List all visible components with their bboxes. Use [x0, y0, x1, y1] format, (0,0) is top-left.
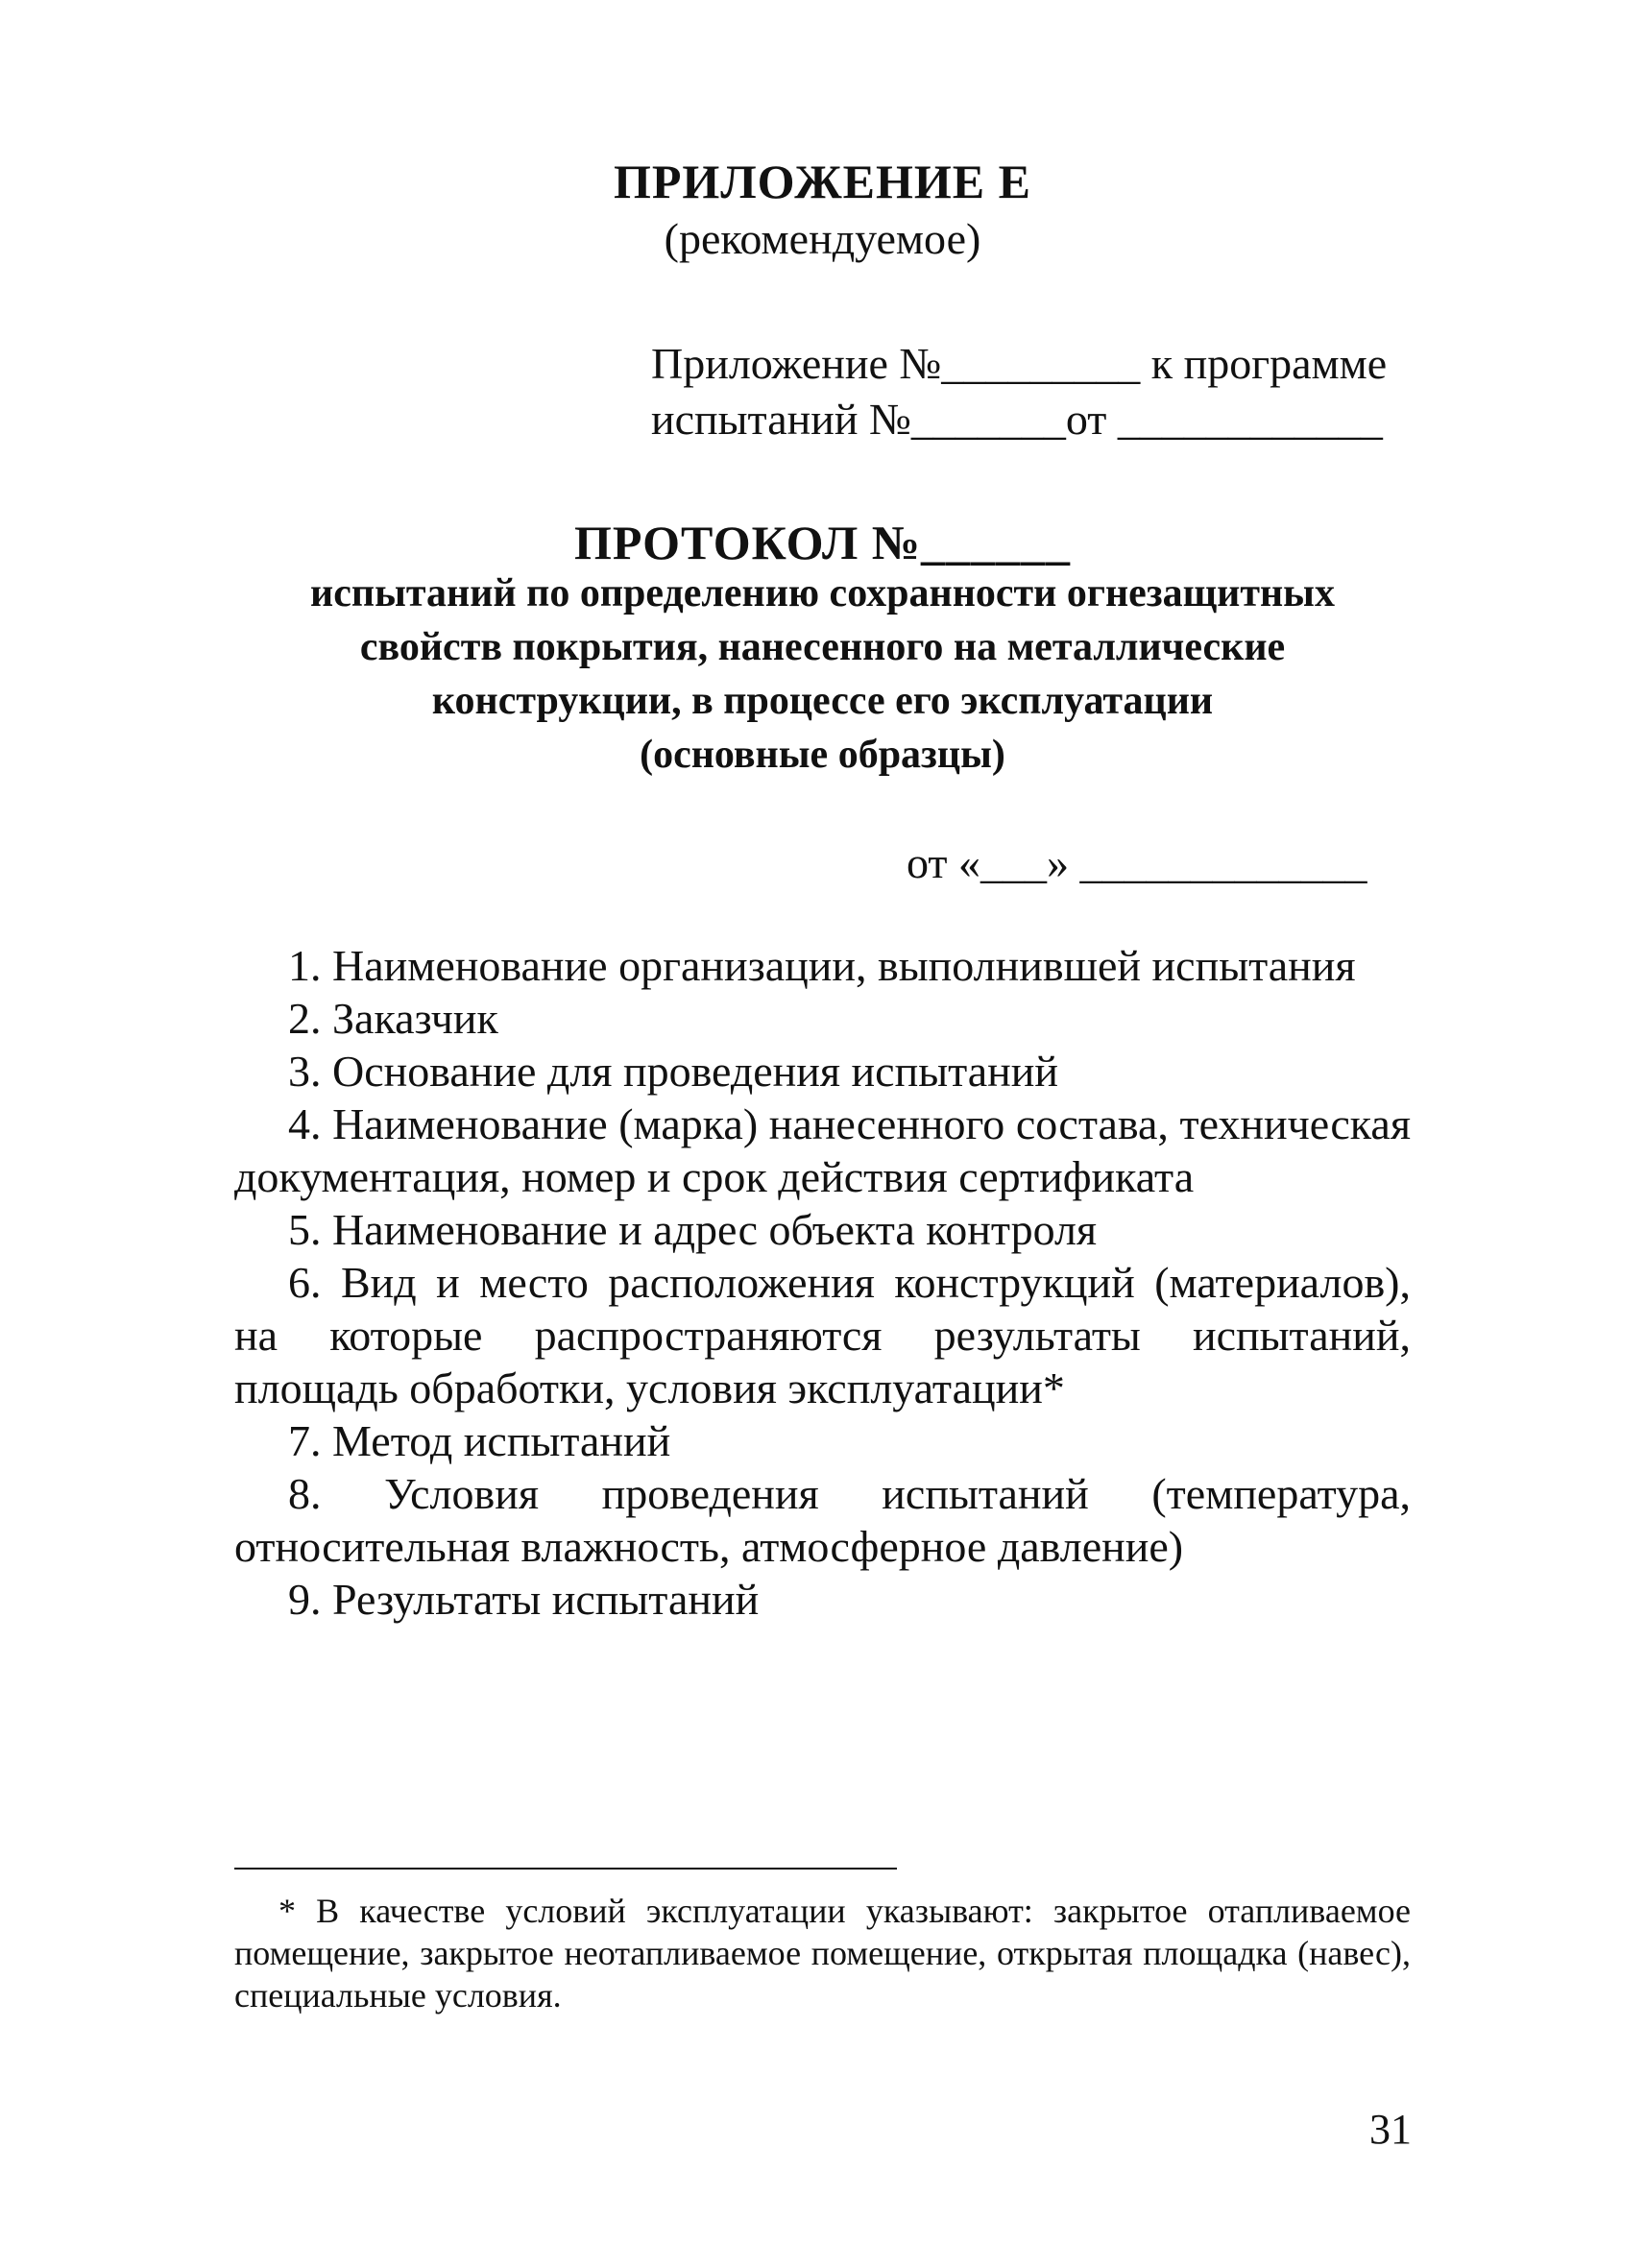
list-item: 8. Условия проведения испытаний (температура, относительная влажность, атмосферное давление) [234, 1469, 1411, 1571]
page-number: 31 [1369, 2106, 1412, 2153]
appendix-title: ПРИЛОЖЕНИЕ Е [614, 155, 1031, 208]
protocol-title: ПРОТОКОЛ №______ [573, 516, 1072, 569]
protocol-date-line: от «___» _____________ [907, 838, 1367, 887]
list-item: 1. Наименование организации, выполнившей испытания [288, 941, 1356, 990]
footnote: * В качестве условий эксплуатации указывают: закрытое отапливаемое помещение, закрытое неотапливаемое помещение, открытая площадка (навес), специальные условия. [234, 1892, 1411, 2015]
attachment-reference-line-1: Приложение №_________ к программе [651, 339, 1388, 388]
list-item: 2. Заказчик [288, 994, 498, 1043]
list-item: 5. Наименование и адрес объекта контроля [288, 1205, 1098, 1254]
list-item: 3. Основание для проведения испытаний [288, 1047, 1059, 1096]
list-item: 9. Результаты испытаний [288, 1575, 760, 1624]
protocol-subject-line: свойств покрытия, нанесенного на металлические [359, 625, 1286, 669]
attachment-reference-line-2: испытаний №_______от ____________ [651, 395, 1383, 444]
protocol-items-list [234, 939, 1411, 1626]
footnote-divider [234, 1868, 897, 1870]
list-item: 6. Вид и место расположения конструкций (материалов), на которые распространяются результаты испытаний, площадь обработки, условия эксплуатации* [234, 1258, 1411, 1412]
protocol-subject-line: конструкции, в процессе его эксплуатации [431, 679, 1214, 723]
protocol-subject-line: испытаний по определению сохранности огнезащитных [310, 571, 1335, 615]
list-item: 4. Наименование (марка) нанесенного состава, техническая документация, номер и срок действия сертификата [234, 1099, 1411, 1201]
list-item: 7. Метод испытаний [288, 1416, 671, 1465]
appendix-subtitle: (рекомендуемое) [664, 214, 981, 263]
protocol-subject-line: (основные образцы) [640, 733, 1005, 777]
